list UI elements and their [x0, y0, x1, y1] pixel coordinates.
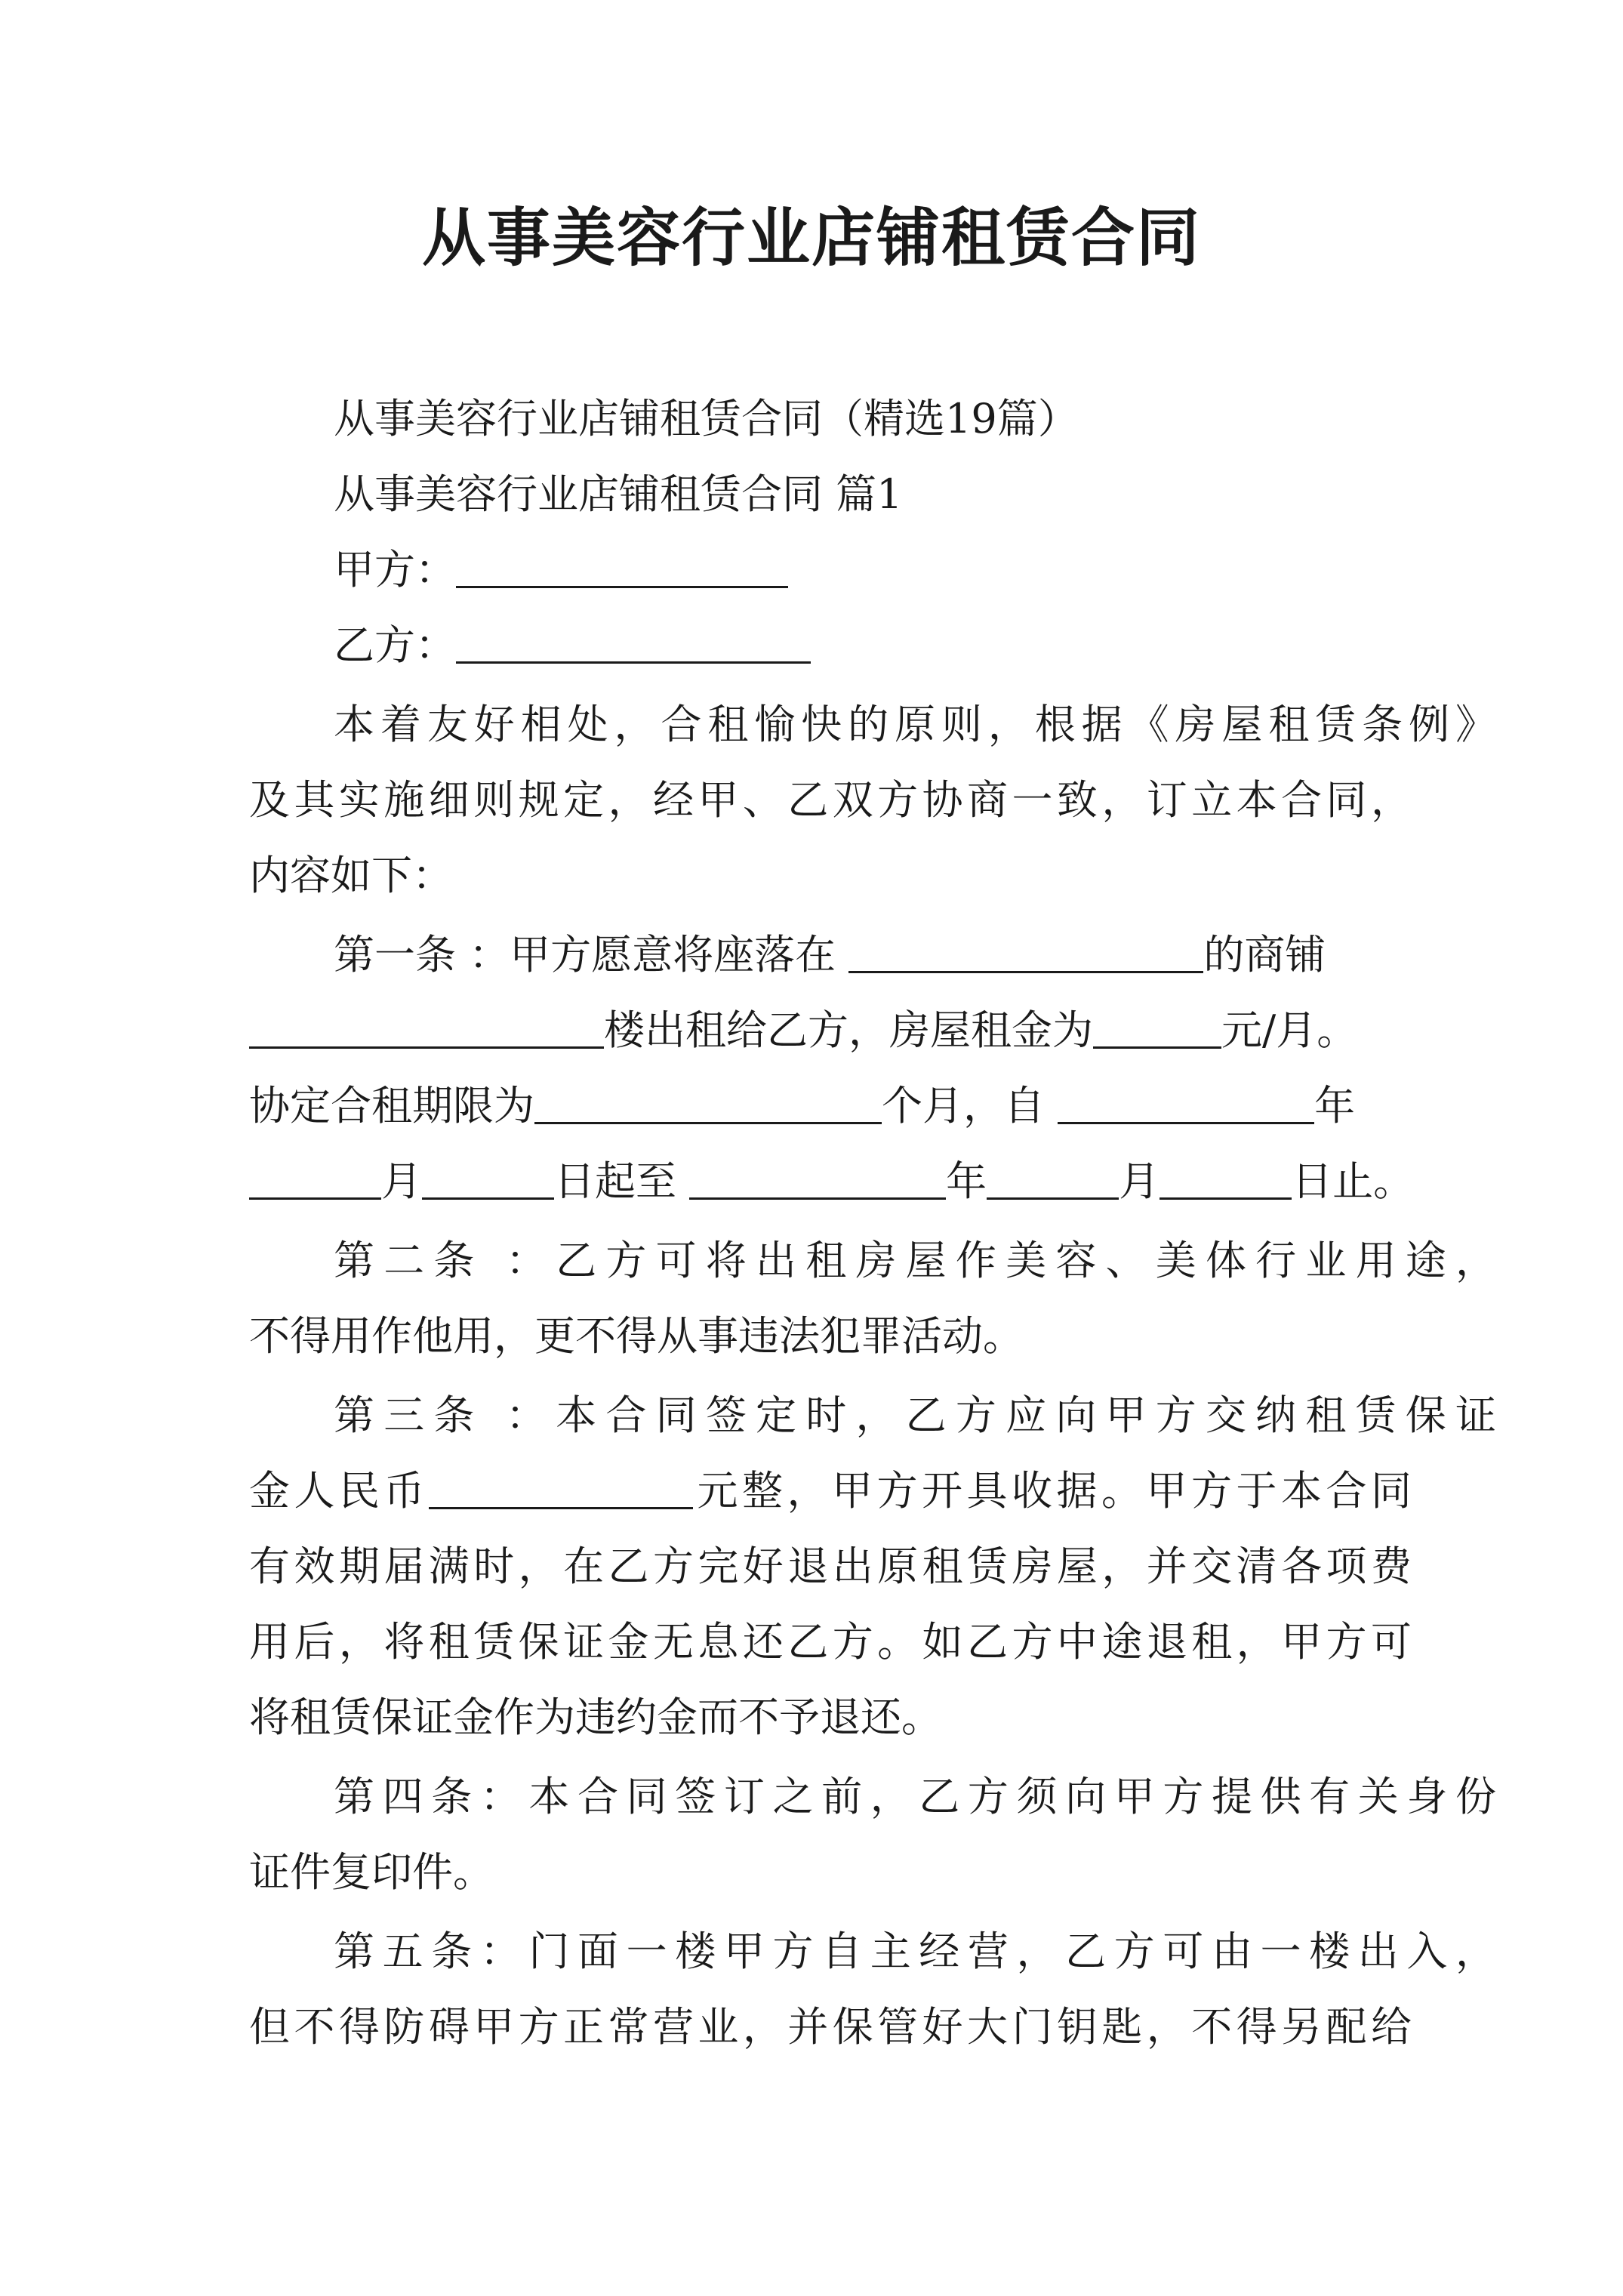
article-1-text: 的商铺 — [1203, 931, 1326, 978]
article-1-line-1 — [249, 929, 1496, 982]
article-1-text: 月 — [381, 1157, 422, 1205]
party-a-label: 甲方： — [334, 546, 456, 593]
end-year-blank[interactable] — [689, 1157, 946, 1200]
article-1-text: 日起至 — [554, 1157, 690, 1205]
article-2-line-1 — [249, 1234, 1496, 1287]
article-2-line-2 — [249, 1310, 1412, 1363]
article-1-text: 元/月。 — [1221, 1006, 1358, 1054]
article-1-text: 第一条 ：甲方愿意将座落在 — [334, 931, 849, 978]
article-5-line-2 — [249, 2001, 1412, 2054]
rent-blank[interactable] — [1093, 1006, 1221, 1049]
article-2-text: 第二条 ：乙方可将出租房屋作美容、美体行业用途， — [334, 1237, 1496, 1284]
article-3-text: 第三条 ：本合同签定时，乙方应向甲方交纳租赁保证 — [334, 1391, 1496, 1439]
article-3-text: 元整，甲方开具收据。甲方于本合同 — [693, 1467, 1412, 1515]
article-5-text: 第五条：门面一楼甲方自主经营，乙方可由一楼出入， — [334, 1928, 1496, 1975]
article-1-text: 协定合租期限为 — [249, 1082, 534, 1130]
article-4-line-2 — [249, 1846, 1412, 1899]
paragraph-text: 本着友好相处，合租愉快的原则，根据《房屋租赁条例》 — [334, 701, 1496, 748]
article-5-line-1 — [249, 1925, 1496, 1978]
paragraph-line — [249, 849, 1412, 902]
article-3-line-4 — [249, 1616, 1412, 1669]
party-b-label: 乙方： — [334, 621, 456, 669]
article-5-text: 但不得防碍甲方正常营业，并保管好大门钥匙，不得另配给 — [249, 2003, 1412, 2051]
document-title: 从事美容行业店铺租赁合同 — [421, 200, 1201, 275]
article-1-text: 月 — [1119, 1157, 1160, 1205]
section-heading — [249, 468, 1496, 521]
paragraph-line — [249, 698, 1496, 751]
article-1-line-4 — [249, 1155, 1415, 1208]
deposit-blank[interactable] — [429, 1466, 693, 1509]
start-day-blank[interactable] — [422, 1157, 554, 1200]
article-1-text: 日止。 — [1292, 1157, 1415, 1205]
subtitle-text: 从事美容行业店铺租赁合同（精选19篇） — [334, 395, 1079, 442]
article-4-text: 证件复印件。 — [249, 1848, 494, 1896]
article-3-line-3 — [249, 1540, 1412, 1593]
location-blank[interactable] — [848, 930, 1203, 973]
article-3-text: 将租赁保证金作为违约金而不予退还。 — [249, 1693, 942, 1741]
article-3-line-1 — [249, 1389, 1496, 1442]
article-1-text: 个月，自 — [882, 1082, 1058, 1130]
article-3-text: 有效期届满时，在乙方完好退出原租赁房屋，并交清各项费 — [249, 1542, 1412, 1590]
start-year-blank[interactable] — [1058, 1081, 1314, 1124]
article-3-text: 金人民币 — [249, 1467, 429, 1515]
article-1-text: 年 — [946, 1157, 987, 1205]
term-months-blank[interactable] — [534, 1081, 882, 1124]
floor-blank[interactable] — [249, 1006, 604, 1049]
article-2-text: 不得用作他用，更不得从事违法犯罪活动。 — [249, 1312, 1024, 1360]
party-a-blank[interactable] — [456, 545, 788, 588]
article-4-text: 第四条：本合同签订之前，乙方须向甲方提供有关身份 — [334, 1773, 1496, 1820]
section-heading-text: 从事美容行业店铺租赁合同 篇1 — [334, 470, 903, 518]
party-a-line — [249, 544, 1496, 596]
paragraph-text: 内容如下： — [249, 852, 453, 899]
article-1-line-2 — [249, 1004, 1412, 1057]
subtitle-line — [249, 393, 1496, 445]
paragraph-text: 及其实施细则规定，经甲、乙双方协商一致，订立本合同， — [249, 776, 1412, 824]
end-month-blank[interactable] — [987, 1157, 1119, 1200]
article-1-text: 年 — [1314, 1082, 1356, 1130]
article-3-line-5 — [249, 1691, 1412, 1744]
article-1-text: 楼出租给乙方，房屋租金为 — [604, 1006, 1093, 1054]
article-1-line-3 — [249, 1080, 1412, 1133]
article-4-line-1 — [249, 1771, 1496, 1823]
paragraph-line — [249, 774, 1412, 827]
start-month-blank[interactable] — [249, 1157, 381, 1200]
party-b-blank[interactable] — [456, 621, 811, 664]
party-b-line — [249, 619, 1496, 672]
article-3-text: 用后，将租赁保证金无息还乙方。如乙方中途退租，甲方可 — [249, 1618, 1412, 1666]
end-day-blank[interactable] — [1160, 1157, 1292, 1200]
article-3-line-2 — [249, 1465, 1412, 1518]
